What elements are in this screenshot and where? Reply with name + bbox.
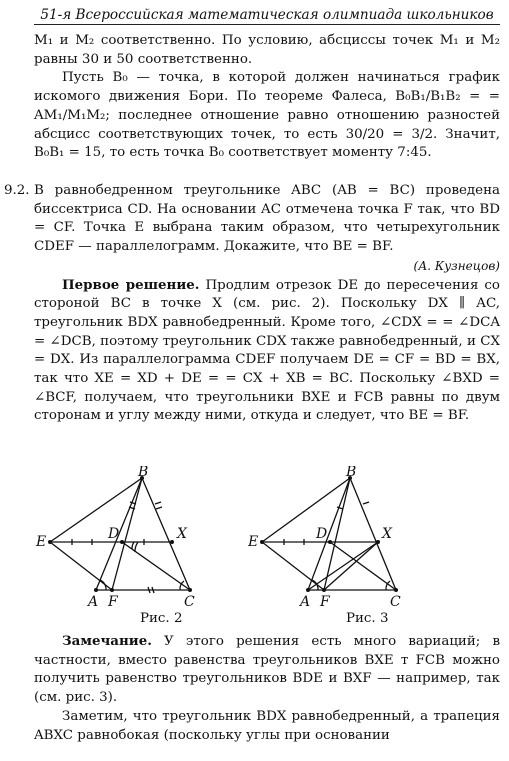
text-block-problem: [34, 182, 500, 426]
solution-paragraph: [34, 276, 500, 427]
fig2-segment-ef: [50, 542, 112, 590]
figures-area: [34, 466, 500, 632]
fig3-label-f: F: [320, 594, 330, 610]
fig2-label-e: E: [36, 534, 47, 550]
problem-author: (А. Кузнецов): [413, 258, 500, 273]
fig2-label-c: C: [184, 594, 195, 610]
fig3-label-d: D: [316, 526, 328, 542]
running-header: 51-я Всероссийская математическая олимпиада школьников: [34, 6, 500, 25]
paragraph-continuation: M₁ и M₂ соответственно. По условию, абсциссы точек M₁ и M₂ равны 30 и 50 соответственно.: [34, 33, 500, 67]
figure-3-caption: Рис. 3: [346, 611, 389, 626]
fig3-segment-xf: [324, 542, 378, 590]
solution-text: Продлим отрезок DE до пересечения со стороной BC в точке X (см. рис. 2). Поскольку DX ∥ AC, треугольник BDX равнобедренный. Кроме того, ∠CDX = = ∠DCA = ∠DCB, поэтому треугольник CDX также равнобедренный, и CX = DX. Из параллелограмма CDEF получаем DE = CF = BD = BX, так что XE = XD + DE = = CX + XB = BC. Поскольку ∠BXD = ∠BCF, получаем, что треугольники BXE и FCB равны по двум сторонам и углу между ними, откуда и следует, что BE = BF.: [34, 277, 500, 424]
fig2-label-a: A: [88, 594, 99, 610]
fig3-segment-xa: [308, 542, 378, 590]
paragraph-b0: Пусть B₀ — точка, в которой должен начинаться график искомого движения Бори. По теореме Фалеса, B₀B₁/B₁B₂ = = AM₁/M₁M₂; последнее отношение равно отношению разностей абсцисс соответствующих точек, то есть 30/20 = 3/2. Значит, B₀B₁ = 15, то есть точка B₀ соответствует моменту 7:45.: [34, 70, 500, 161]
text-block-bottom: [34, 632, 500, 745]
fig2-label-d: D: [108, 526, 120, 542]
fig3-label-x: X: [382, 526, 393, 542]
figure-3: [248, 466, 448, 626]
fig3-segment-ef: [262, 542, 324, 590]
figure-2-caption: Рис. 2: [140, 611, 183, 626]
figure-2: [34, 466, 244, 626]
problem-statement: В равнобедренном треугольнике ABC (AB = BC) проведена биссектриса CD. На основании AC отмечена точка F так, что BD = CF. Точка E выбрана таким образом, что четырехугольник CDEF — параллелограмм. Докажите, что BE = BF.: [34, 183, 500, 255]
fig2-label-x: X: [177, 526, 187, 542]
fig3-label-b: B: [346, 466, 357, 480]
fig2-label-b: B: [138, 466, 149, 480]
text-block-top: [34, 32, 500, 163]
fig3-label-a: A: [300, 594, 311, 610]
last-paragraph: Заметим, что треугольник BDX равнобедренный, а трапеция ABXC равнобокая (поскольку углы при основании: [34, 708, 500, 743]
solution-title: Первое решение.: [62, 276, 200, 293]
fig3-label-c: C: [390, 594, 401, 610]
remark-text: У этого решения есть много вариаций; в частности, вместо равенства треугольников BXE т FCB можно получить равенство треугольников BDE и BXF — например, так (см. рис. 3).: [34, 634, 500, 706]
problem-number: 9.2.: [4, 183, 30, 198]
remark-paragraph: [34, 632, 500, 708]
remark-title: Замечание.: [62, 633, 152, 649]
fig3-label-e: E: [248, 534, 259, 550]
fig2-label-f: F: [108, 594, 118, 610]
